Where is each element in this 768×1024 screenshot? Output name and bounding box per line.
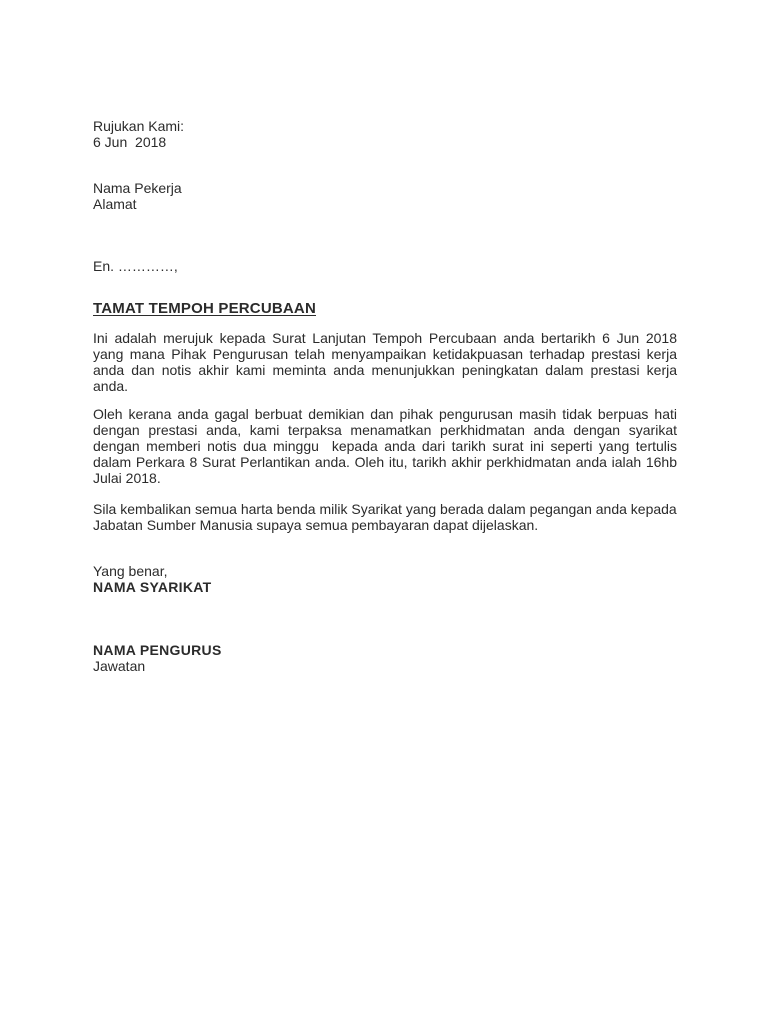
- paragraph-2: Oleh kerana anda gagal berbuat demikian dan pihak pengurusan masih tidak berpuas hati dengan prestasi anda, kami terpaksa menamatkan perkhidmatan anda dengan syarikat dengan memberi notis dua minggu kepada anda dari tarikh surat ini seperti yang tertulis dalam Perkara 8 Surat Perlantikan anda. Oleh itu, tarikh akhir perkhidmatan anda ialah 16hb Julai 2018.: [93, 406, 681, 486]
- paragraph-3: Sila kembalikan semua harta benda milik Syarikat yang berada dalam pegangan anda kepada Jabatan Sumber Manusia supaya semua pembayaran dapat dijelaskan.: [93, 501, 681, 533]
- signer-name: NAMA PENGURUS: [93, 642, 222, 658]
- recipient-block: [93, 180, 677, 212]
- subject-heading: [93, 300, 677, 317]
- letter-date: 6 Jun 2018: [93, 134, 167, 150]
- reference-label: Rujukan Kami:: [93, 118, 185, 134]
- recipient-address: Alamat: [93, 196, 137, 212]
- recipient-name: Nama Pekerja: [93, 180, 182, 196]
- salutation-text: En. …………,: [93, 258, 178, 274]
- reference-block: [93, 118, 677, 150]
- valediction: Yang benar,: [93, 563, 168, 579]
- salutation: [93, 258, 677, 274]
- closing-block: [93, 563, 677, 595]
- company-name: NAMA SYARIKAT: [93, 579, 212, 595]
- signer-block: [93, 642, 677, 674]
- signer-title: Jawatan: [93, 658, 146, 674]
- subject-text: TAMAT TEMPOH PERCUBAAN: [93, 300, 316, 317]
- paragraph-1: Ini adalah merujuk kepada Surat Lanjutan Tempoh Percubaan anda bertarikh 6 Jun 2018 yang mana Pihak Pengurusan telah menyampaikan ketidakpuasan terhadap prestasi kerja anda dan notis akhir kami meminta anda menunjukkan peningkatan dalam prestasi kerja anda.: [93, 330, 681, 394]
